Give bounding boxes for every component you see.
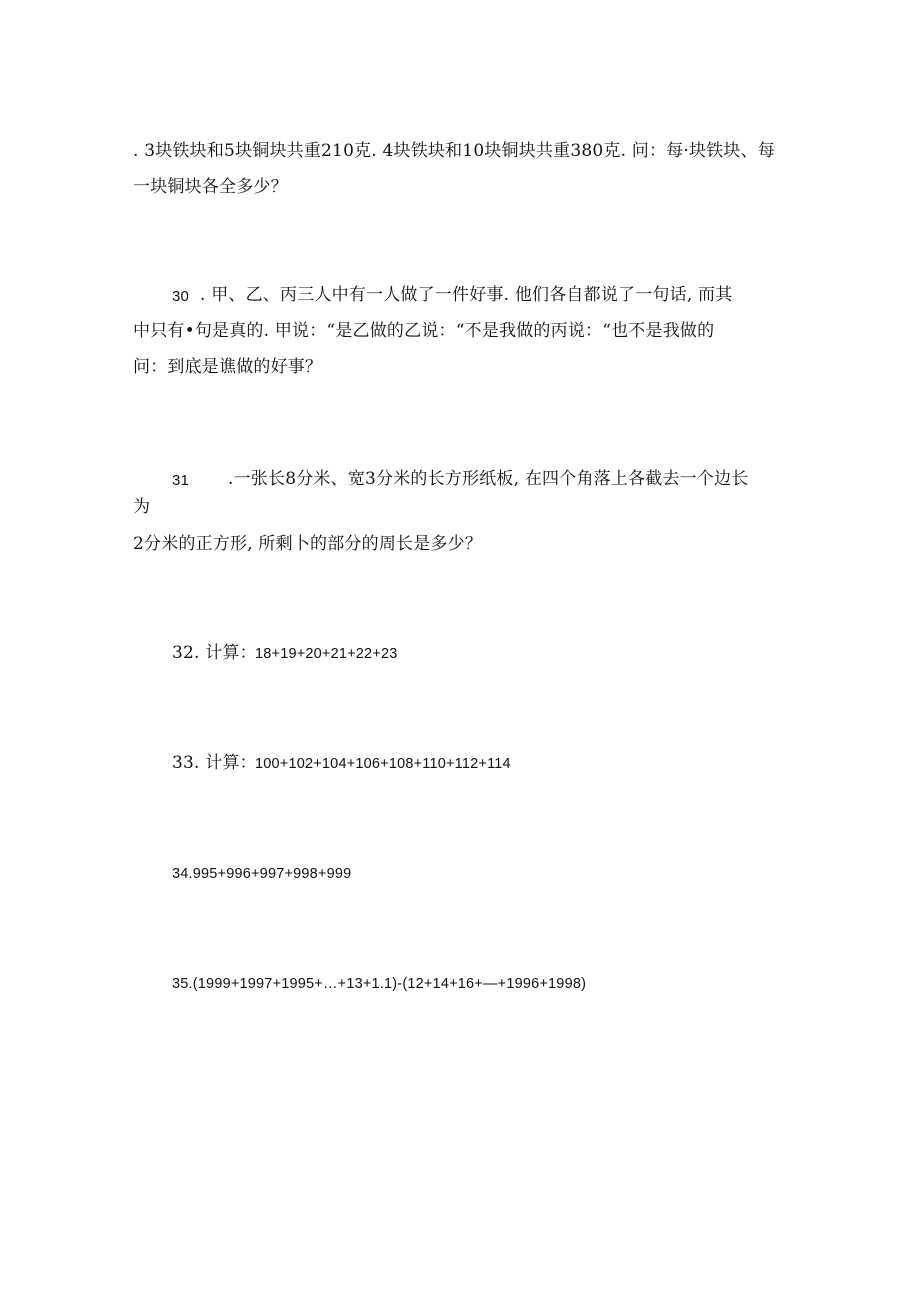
- problem-35-expression: 35.(1999+1997+1995+…+13+1.1)-(12+14+16+—+1996+1998): [172, 976, 587, 992]
- problem-32-prefix: 32. 计算：: [172, 643, 257, 663]
- problem-30-number: 30: [172, 288, 190, 305]
- problem-30-line-2: 中只有•句是真的. 甲说：“是乙做的乙说：“不是我做的丙说：“也不是我做的: [133, 321, 715, 341]
- problem-29-line-2: 一块铜块各全多少？: [133, 177, 288, 197]
- problem-31-line-2: 为: [133, 497, 151, 517]
- problem-30-line-1: . 甲、乙、丙三人中有一人做了一件好事. 他们各自都说了一句话, 而其: [200, 285, 733, 305]
- problem-31-line-3: 2分米的正方形, 所剩卜的部分的周长是多少？: [133, 534, 483, 554]
- problem-33-expression: 100+102+104+106+108+110+112+114: [255, 756, 511, 772]
- problem-33-prefix: 33. 计算：: [172, 753, 257, 773]
- problem-31-line-1: .一张长8分米、宽3分米的长方形纸板, 在四个角落上各截去一个边长: [228, 469, 749, 489]
- problem-34-expression: 34.995+996+997+998+999: [172, 866, 352, 882]
- problem-32-expression: 18+19+20+21+22+23: [255, 646, 398, 662]
- problem-30-line-3: 问：到底是谯做的好事？: [133, 357, 323, 377]
- problem-29-line-1: . 3块铁块和5块铜块共重210克. 4块铁块和10块铜块共重380克. 问：每·块铁块、每: [133, 141, 776, 161]
- problem-31-number: 31: [172, 472, 190, 489]
